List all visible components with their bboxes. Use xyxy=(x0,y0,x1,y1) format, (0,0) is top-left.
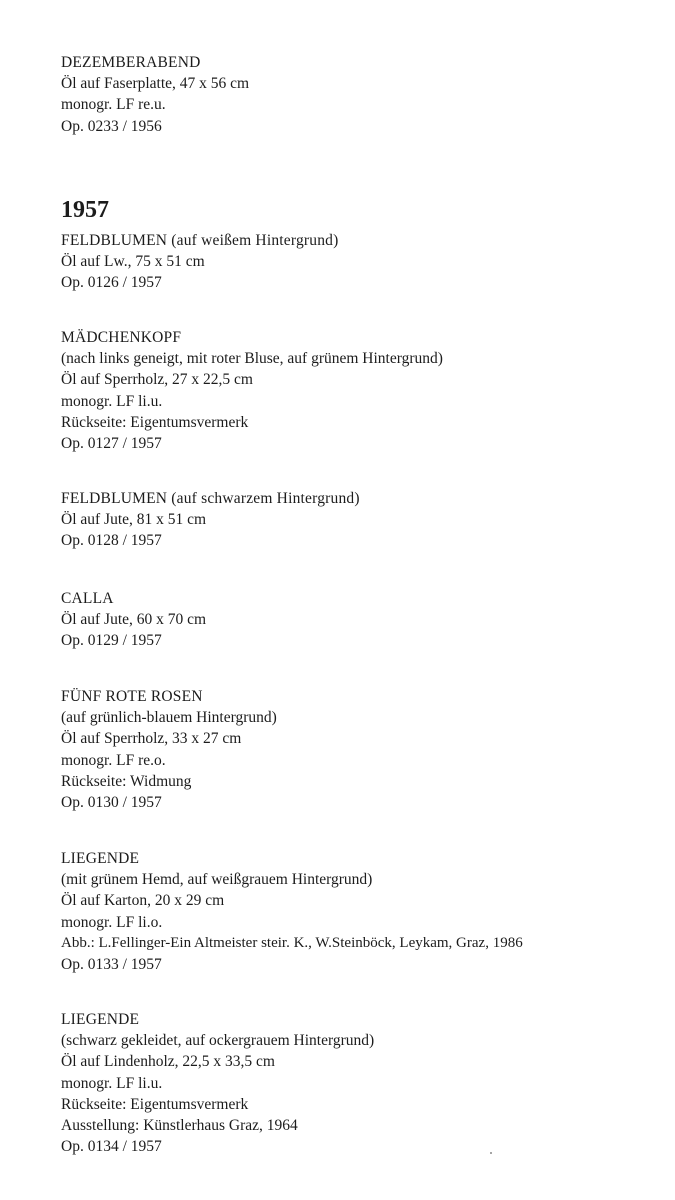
entry-line: Op. 0134 / 1957 xyxy=(61,1138,162,1156)
entry-line: Rückseite: Eigentumsvermerk xyxy=(61,413,249,431)
entry-line: (schwarz gekleidet, auf ockergrauem Hintergrund) xyxy=(61,1032,375,1050)
entry-line: Öl auf Lindenholz, 22,5 x 33,5 cm xyxy=(61,1053,275,1071)
year-heading: 1957 xyxy=(61,197,109,223)
catalog-entry xyxy=(61,230,338,294)
catalog-entry xyxy=(61,1009,374,1157)
entry-title: FELDBLUMEN (auf weißem Hintergrund) xyxy=(61,232,339,249)
catalog-entry xyxy=(61,327,443,454)
catalog-entry xyxy=(61,588,206,652)
entry-line: Öl auf Jute, 60 x 70 cm xyxy=(61,611,207,629)
scan-speck xyxy=(490,1152,492,1154)
entry-line: Op. 0127 / 1957 xyxy=(61,435,162,453)
entry-line: Öl auf Jute, 81 x 51 cm xyxy=(61,511,207,529)
entry-line: (mit grünem Hemd, auf weißgrauem Hintergrund) xyxy=(61,871,373,889)
entry-line: monogr. LF re.u. xyxy=(61,96,166,114)
entry-line: Op. 0128 / 1957 xyxy=(61,532,162,550)
entry-line: Rückseite: Eigentumsvermerk xyxy=(61,1095,249,1113)
entry-line: Op. 0130 / 1957 xyxy=(61,794,162,812)
entry-line: Op. 0133 / 1957 xyxy=(61,956,162,974)
entry-line: Rückseite: Widmung xyxy=(61,772,192,790)
entry-line: Op. 0129 / 1957 xyxy=(61,632,162,650)
entry-line: (auf grünlich-blauem Hintergrund) xyxy=(61,709,277,727)
entry-line: monogr. LF li.u. xyxy=(61,1074,163,1092)
catalog-entry xyxy=(61,686,277,813)
entry-title: DEZEMBERABEND xyxy=(61,54,201,71)
entry-line: Öl auf Karton, 20 x 29 cm xyxy=(61,892,225,910)
entry-line: monogr. LF re.o. xyxy=(61,751,166,769)
entry-title: MÄDCHENKOPF xyxy=(61,329,182,346)
entry-title: CALLA xyxy=(61,590,114,607)
catalog-entry xyxy=(61,848,523,975)
entry-line: Ausstellung: Künstlerhaus Graz, 1964 xyxy=(61,1117,298,1135)
entry-title: FÜNF ROTE ROSEN xyxy=(61,688,203,705)
entry-line: Öl auf Sperrholz, 27 x 22,5 cm xyxy=(61,371,253,389)
entry-line: Öl auf Lw., 75 x 51 cm xyxy=(61,253,205,271)
catalog-entry xyxy=(61,52,249,137)
entry-line: Öl auf Sperrholz, 33 x 27 cm xyxy=(61,730,242,748)
entry-title: LIEGENDE xyxy=(61,850,140,867)
catalog-entry xyxy=(61,488,360,552)
entry-line: monogr. LF li.u. xyxy=(61,392,163,410)
entry-line: Öl auf Faserplatte, 47 x 56 cm xyxy=(61,75,250,93)
entry-line: Abb.: L.Fellinger-Ein Altmeister steir. K., W.Steinböck, Leykam, Graz, 1986 xyxy=(61,934,523,951)
entry-line: (nach links geneigt, mit roter Bluse, auf grünem Hintergrund) xyxy=(61,350,443,368)
entry-title: LIEGENDE xyxy=(61,1011,140,1028)
entry-line: Op. 0233 / 1956 xyxy=(61,117,162,135)
entry-line: monogr. LF li.o. xyxy=(61,913,163,931)
entry-line: Op. 0126 / 1957 xyxy=(61,274,162,292)
entry-title: FELDBLUMEN (auf schwarzem Hintergrund) xyxy=(61,490,360,507)
